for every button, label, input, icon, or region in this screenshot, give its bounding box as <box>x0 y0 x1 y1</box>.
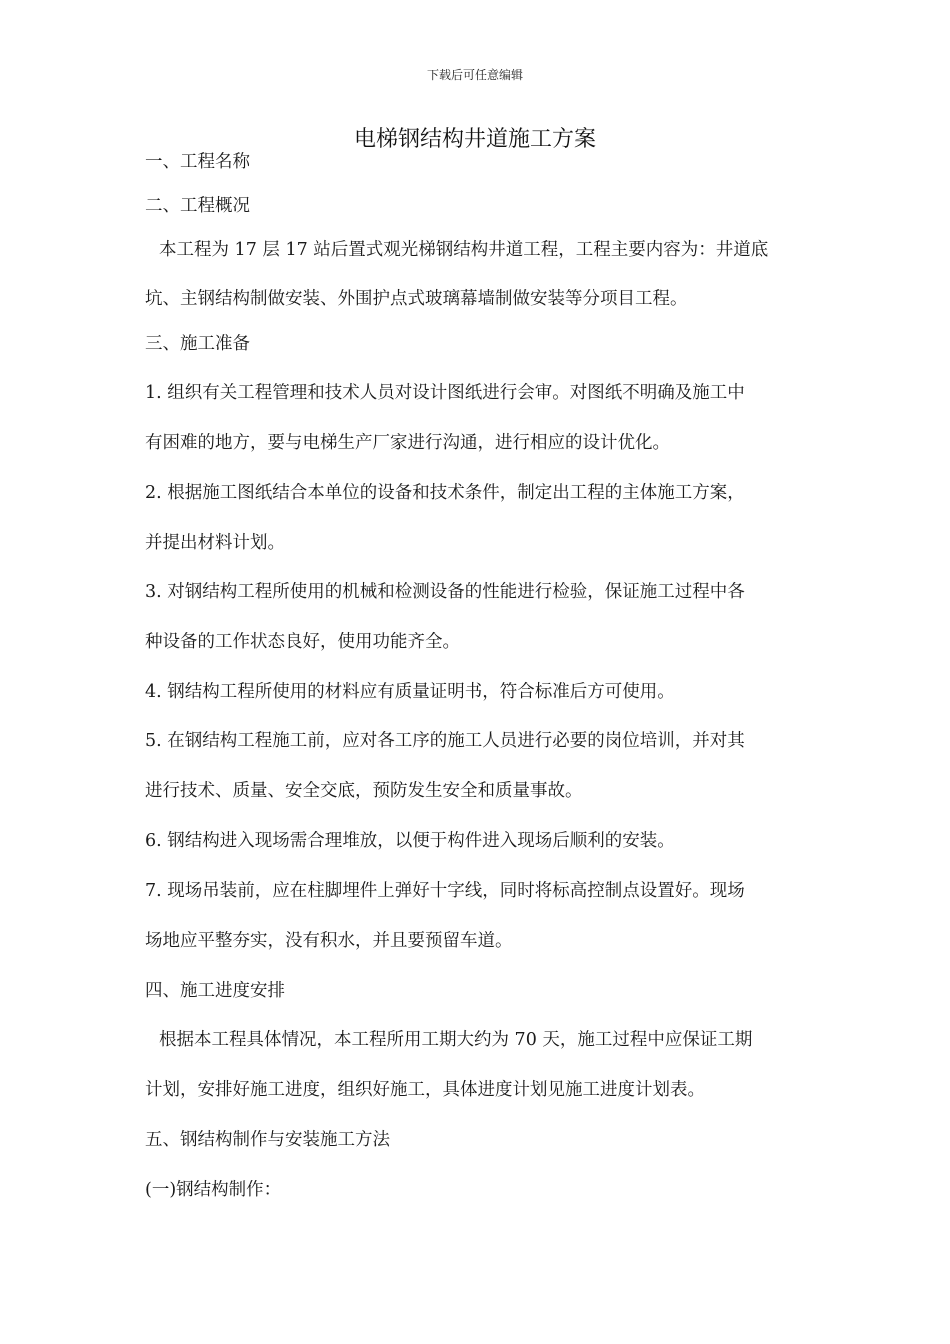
paragraph-line: 根据本工程具体情况，本工程所用工期大约为 70 天，施工过程中应保证工期 <box>159 1030 753 1050</box>
paragraph-line: 计划，安排好施工进度，组织好施工，具体进度计划见施工进度计划表。 <box>145 1080 705 1100</box>
list-item-line: 有困难的地方，要与电梯生产厂家进行沟通，进行相应的设计优化。 <box>145 433 670 453</box>
list-item-line: 1. 组织有关工程管理和技术人员对设计图纸进行会审。对图纸不明确及施工中 <box>145 383 745 403</box>
list-item-line: 7. 现场吊装前，应在柱脚埋件上弹好十字线，同时将标高控制点设置好。现场 <box>145 881 745 901</box>
section-heading: 二、工程概况 <box>145 196 250 216</box>
list-item-line: 2. 根据施工图纸结合本单位的设备和技术条件，制定出工程的主体施工方案， <box>145 483 745 503</box>
list-item-line: 5. 在钢结构工程施工前，应对各工序的施工人员进行必要的岗位培训，并对其 <box>145 731 745 751</box>
list-item-line: 4. 钢结构工程所使用的材料应有质量证明书，符合标准后方可使用。 <box>145 682 675 702</box>
list-item-line: 种设备的工作状态良好，使用功能齐全。 <box>145 632 460 652</box>
section-heading: 五、钢结构制作与安装施工方法 <box>145 1130 390 1150</box>
paragraph-line: 本工程为 17 层 17 站后置式观光梯钢结构井道工程，工程主要内容为：井道底 <box>159 240 769 260</box>
section-heading: 三、施工准备 <box>145 334 250 354</box>
list-item-line: 3. 对钢结构工程所使用的机械和检测设备的性能进行检验，保证施工过程中各 <box>145 582 745 602</box>
section-heading: 一、工程名称 <box>145 152 250 172</box>
paragraph-line: 坑、主钢结构制做安装、外围护点式玻璃幕墙制做安装等分项目工程。 <box>145 289 688 309</box>
subsection-heading: (一)钢结构制作： <box>145 1180 282 1200</box>
header-note: 下载后可任意编辑 <box>426 68 523 82</box>
list-item-line: 6. 钢结构进入现场需合理堆放，以便于构件进入现场后顺利的安装。 <box>145 831 675 851</box>
document-title: 电梯钢结构井道施工方案 <box>353 127 596 152</box>
list-item-line: 进行技术、质量、安全交底，预防发生安全和质量事故。 <box>145 781 583 801</box>
list-item-line: 并提出材料计划。 <box>145 533 285 553</box>
list-item-line: 场地应平整夯实，没有积水，并且要预留车道。 <box>145 931 513 951</box>
section-heading: 四、施工进度安排 <box>145 981 285 1001</box>
